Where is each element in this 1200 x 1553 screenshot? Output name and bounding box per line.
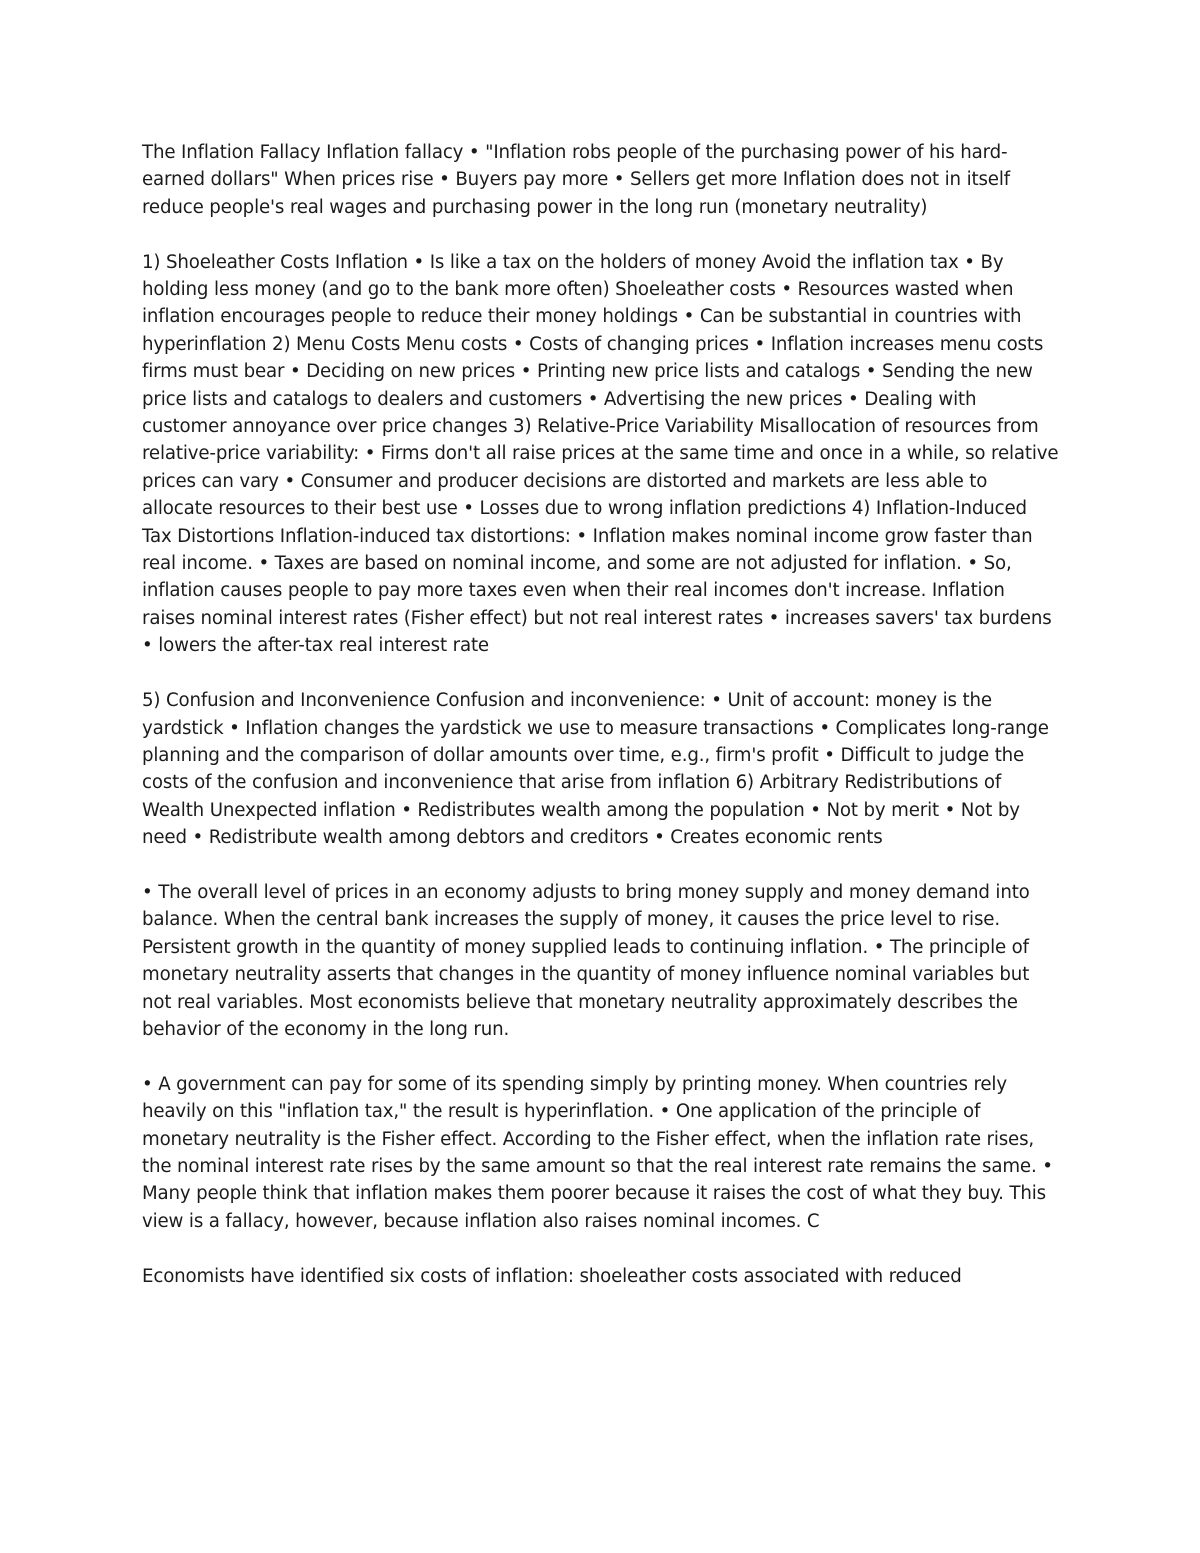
paragraph-costs-5-and-6: 5) Confusion and Inconvenience Confusion and inconvenience: • Unit of account: money is the yardstick • Inflation changes the yardstick we use to measure transactions • Complicates long-range planning and the comparison of dollar amounts over time, e.g., firm's profit • Difficult to judge the costs of the confusion and inconvenience that arise from inflation 6) Arbitrary Redistributions of Wealth Unexpected inflation • Redistributes wealth among the population • Not by merit • Not by need • Redistribute wealth among debtors and creditors • Creates economic rents: [142, 690, 1049, 849]
paragraph-inflation-fallacy: The Inflation Fallacy Inflation fallacy • "Inflation robs people of the purchasing power of his hard-earned dollars" When prices rise • Buyers pay more • Sellers get more Inflation does not in itself reduce people's real wages and purchasing power in the long run (monetary neutrality): [142, 142, 1010, 218]
document-body: [142, 139, 1062, 1317]
paragraph-six-costs-summary: Economists have identified six costs of inflation: shoeleather costs associated with reduced: [142, 1265, 962, 1287]
paragraph-inflation-tax-fisher: • A government can pay for some of its spending simply by printing money. When countries rely heavily on this "inflation tax," the result is hyperinflation. • One application of the principle of monetary neutrality is the Fisher effect. According to the Fisher effect, when the inflation rate rises, the nominal interest rate rises by the same amount so that the real interest rate remains the same. • Many people think that inflation makes them poorer because it raises the cost of what they buy. This view is a fallacy, however, because inflation also raises nominal incomes. C: [142, 1073, 1053, 1232]
paragraph-price-level-neutrality: • The overall level of prices in an economy adjusts to bring money supply and money demand into balance. When the central bank increases the supply of money, it causes the price level to rise. Persistent growth in the quantity of money supplied leads to continuing inflation. • The principle of monetary neutrality asserts that changes in the quantity of money influence nominal variables but not real variables. Most economists believe that monetary neutrality approximately describes the behavior of the economy in the long run.: [142, 881, 1030, 1040]
paragraph-costs-1-to-4: 1) Shoeleather Costs Inflation • Is like a tax on the holders of money Avoid the inflation tax • By holding less money (and go to the bank more often) Shoeleather costs • Resources wasted when inflation encourages people to reduce their money holdings • Can be substantial in countries with hyperinflation 2) Menu Costs Menu costs • Costs of changing prices • Inflation increases menu costs firms must bear • Deciding on new prices • Printing new price lists and catalogs • Sending the new price lists and catalogs to dealers and customers • Advertising the new prices • Dealing with customer annoyance over price changes 3) Relative-Price Variability Misallocation of resources from relative-price variability: • Firms don't all raise prices at the same time and once in a while, so relative prices can vary • Consumer and producer decisions are distorted and markets are less able to allocate resources to their best use • Losses due to wrong inflation predictions 4) Inflation-Induced Tax Distortions Inflation-induced tax distortions: • Inflation makes nominal income grow faster than real income. • Taxes are based on nominal income, and some are not adjusted for inflation. • So, inflation causes people to pay more taxes even when their real incomes don't increase. Inflation raises nominal interest rates (Fisher effect) but not real interest rates • increases savers' tax burdens • lowers the after-tax real interest rate: [142, 251, 1059, 657]
